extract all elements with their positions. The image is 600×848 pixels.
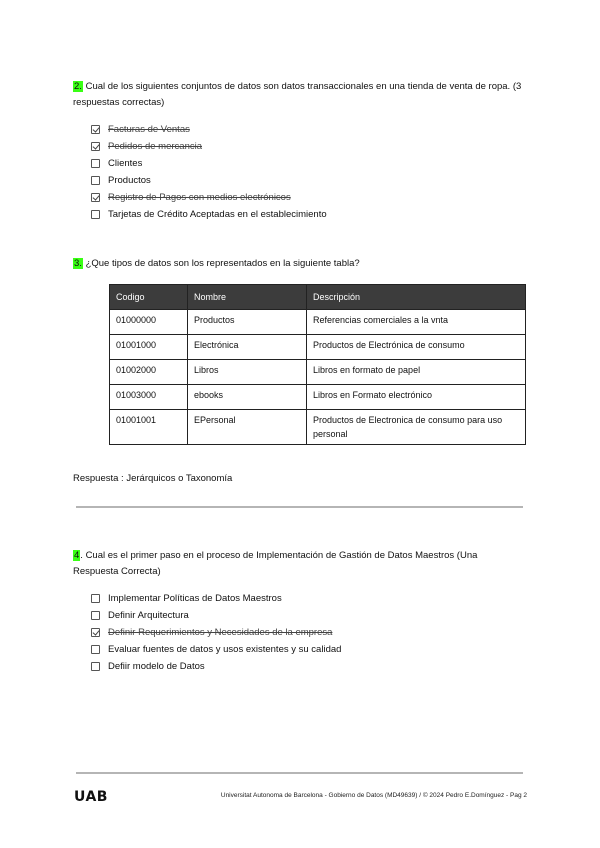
- option-implementar-politicas[interactable]: [91, 590, 341, 607]
- option-evaluar-fuentes[interactable]: [91, 641, 341, 658]
- table-header-row: [110, 285, 526, 310]
- option-label: Tarjetas de Crédito Aceptadas en el establecimiento: [108, 209, 327, 220]
- cell: EPersonal: [188, 410, 307, 445]
- option-label: Defiir modelo de Datos: [108, 661, 205, 672]
- question-4: [73, 548, 523, 580]
- question-3-answer: Respuesta : Jerárquicos o Taxonomía: [73, 473, 233, 484]
- checkbox-checked[interactable]: [91, 125, 100, 134]
- header-codigo: Codigo: [110, 285, 188, 310]
- option-label: Evaluar fuentes de datos y usos existentes y su calidad: [108, 644, 342, 655]
- table-row: [110, 335, 526, 360]
- option-pedidos[interactable]: [91, 138, 327, 155]
- cell: Libros en formato de papel: [307, 360, 526, 385]
- cell: Productos de Electrónica de consumo: [307, 335, 526, 360]
- footer-divider: [76, 772, 523, 774]
- option-label: Pedidos de mercancia: [108, 141, 202, 152]
- cell: Productos: [188, 310, 307, 335]
- question-4-number: 4: [74, 550, 80, 561]
- question-3: [73, 256, 523, 272]
- option-label: Facturas de Ventas: [108, 124, 190, 135]
- checkbox-checked[interactable]: [91, 142, 100, 151]
- cell: Referencias comerciales a la vnta: [307, 310, 526, 335]
- option-label: Definir Requerimientos y Necesidades de la empresa: [108, 627, 333, 638]
- checkbox[interactable]: [91, 176, 100, 185]
- checkbox[interactable]: [91, 611, 100, 620]
- question-3-number: 3.: [74, 258, 82, 269]
- checkbox-checked[interactable]: [91, 628, 100, 637]
- option-definir-arquitectura[interactable]: [91, 607, 341, 624]
- cell: Productos de Electronica de consumo para uso personal: [307, 410, 526, 445]
- option-definir-modelo[interactable]: [91, 658, 341, 675]
- checkbox-checked[interactable]: [91, 193, 100, 202]
- table-row: [110, 310, 526, 335]
- question-2-text: Cual de los siguientes conjuntos de datos son datos transaccionales en una tienda de venta de ropa. (3 respuestas correctas): [73, 81, 522, 108]
- checkbox[interactable]: [91, 594, 100, 603]
- option-label: Productos: [108, 175, 151, 186]
- cell: Libros: [188, 360, 307, 385]
- header-descripcion: Descripción: [307, 285, 526, 310]
- cell: Electrónica: [188, 335, 307, 360]
- option-productos[interactable]: [91, 172, 327, 189]
- option-facturas[interactable]: [91, 121, 327, 138]
- option-label: Implementar Políticas de Datos Maestros: [108, 593, 282, 604]
- footer-text: Universitat Autonoma de Barcelona - Gobierno de Datos (MD49639) / © 2024 Pedro E.Domínguez - Pag 2: [220, 792, 527, 799]
- checkbox[interactable]: [91, 159, 100, 168]
- table-row: [110, 360, 526, 385]
- question-3-text: ¿Que tipos de datos son los representados en la siguiente tabla?: [82, 258, 360, 269]
- option-definir-requerimientos[interactable]: [91, 624, 341, 641]
- question-4-text: . Cual es el primer paso en el proceso de Implementación de Gastión de Datos Maestros (Una Respuesta Correcta): [73, 550, 478, 577]
- table-row: [110, 385, 526, 410]
- cell: 01000000: [110, 310, 188, 335]
- cell: 01003000: [110, 385, 188, 410]
- cell: ebooks: [188, 385, 307, 410]
- question-2: [73, 79, 523, 111]
- option-label: Definir Arquitectura: [108, 610, 189, 621]
- question-2-number: 2.: [74, 81, 82, 92]
- option-clientes[interactable]: [91, 155, 327, 172]
- cell: Libros en Formato electrónico: [307, 385, 526, 410]
- uab-logo: UAB: [74, 789, 108, 805]
- table-row: [110, 410, 526, 445]
- checkbox[interactable]: [91, 210, 100, 219]
- cell: 01001001: [110, 410, 188, 445]
- question-4-options: [91, 590, 341, 675]
- divider: [76, 506, 523, 508]
- option-tarjetas[interactable]: [91, 206, 327, 223]
- option-registro-pagos[interactable]: [91, 189, 327, 206]
- cell: 01002000: [110, 360, 188, 385]
- data-table: [109, 284, 526, 445]
- option-label: Clientes: [108, 158, 143, 169]
- question-2-options: [91, 121, 327, 223]
- header-nombre: Nombre: [188, 285, 307, 310]
- option-label: Registro de Pagos con medios electrónicos: [108, 192, 291, 203]
- checkbox[interactable]: [91, 645, 100, 654]
- checkbox[interactable]: [91, 662, 100, 671]
- cell: 01001000: [110, 335, 188, 360]
